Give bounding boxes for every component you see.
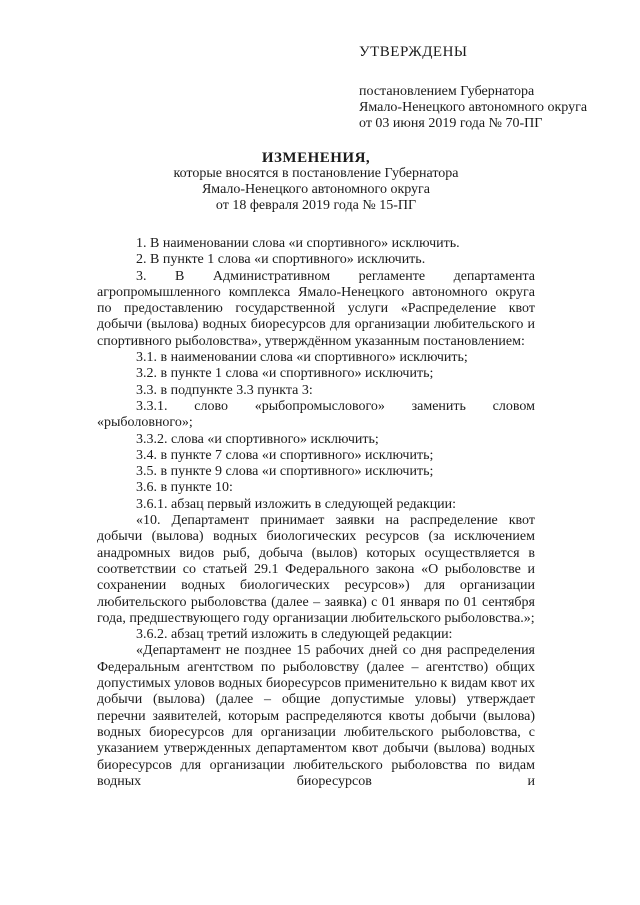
paragraph: 3.3.1. слово «рыбопромыслового» заменить словом «рыболовного»; [97,398,535,431]
title-line: которые вносятся в постановление Губернатора [173,166,459,181]
paragraph: 3.4. в пункте 7 слова «и спортивного» исключить; [136,447,434,463]
paragraph: «Департамент не позднее 15 рабочих дней со дня распределения Федеральным агентством по рыболовству (далее – агентство) общих допустимых уловов водных биоресурсов применительно к видам квот их добычи (вылова) (далее – общие допустимые уловы) утверждает перечни заявителей, которым распределяются квоты добычи (вылова) водных биоресурсов для организации любительского рыболовства, с указанием утвержденных департаментом квот добычи (вылова) водных биоресурсов для организации любительского рыболовства по видам водных биоресурсов и [97,643,535,789]
approval-line: от 03 июня 2019 года № 70-ПГ [359,116,543,131]
approval-heading: УТВЕРЖДЕНЫ [359,44,468,60]
document-body [97,236,535,790]
title-line: Ямало-Ненецкого автономного округа [201,182,431,197]
paragraph: 3.3. в подпункте 3.3 пункта 3: [136,382,313,398]
document-title-block [100,150,532,214]
paragraph: 3. В Административном регламенте департамента агропромышленного комплекса Ямало-Ненецкого автономного округа по предоставлению государственной услуги «Распределение квот добычи (вылова) водных биоресурсов для организации любительского и спортивного рыболовства», утверждённом указанным постановлением: [97,268,535,349]
paragraph: 3.3.2. слова «и спортивного» исключить; [136,431,379,447]
paragraph: 3.1. в наименовании слова «и спортивного» исключить; [136,350,468,366]
document-title: ИЗМЕНЕНИЯ, [261,150,371,166]
paragraph: 3.6.1. абзац первый изложить в следующей редакции: [136,496,457,512]
paragraph: 3.2. в пункте 1 слова «и спортивного» исключить; [136,366,434,382]
paragraph: 3.6.2. абзац третий изложить в следующей редакции: [136,627,453,643]
title-line: от 18 февраля 2019 года № 15-ПГ [215,198,417,213]
paragraph: 1. В наименовании слова «и спортивного» исключить. [136,236,460,251]
approval-block [359,44,587,132]
paragraph: 3.6. в пункте 10: [136,480,233,496]
approval-line: постановлением Губернатора [359,84,535,99]
approval-line: Ямало-Ненецкого автономного округа [359,100,588,115]
paragraph: 2. В пункте 1 слова «и спортивного» исключить. [136,252,426,268]
paragraph: 3.5. в пункте 9 слова «и спортивного» исключить; [136,464,434,480]
paragraph: «10. Департамент принимает заявки на распределение квот добычи (вылова) водных биологических ресурсов (за исключением анадромных видов рыб, добыча (вылов) которых осуществляется в соответствии со статьей 29.1 Федерального закона «О рыболовстве и сохранении водных биологических ресурсов») для организации любительского рыболовства (далее – заявка) с 01 января по 01 сентября года, предшествующего году организации любительского рыболовства.»; [97,513,535,626]
